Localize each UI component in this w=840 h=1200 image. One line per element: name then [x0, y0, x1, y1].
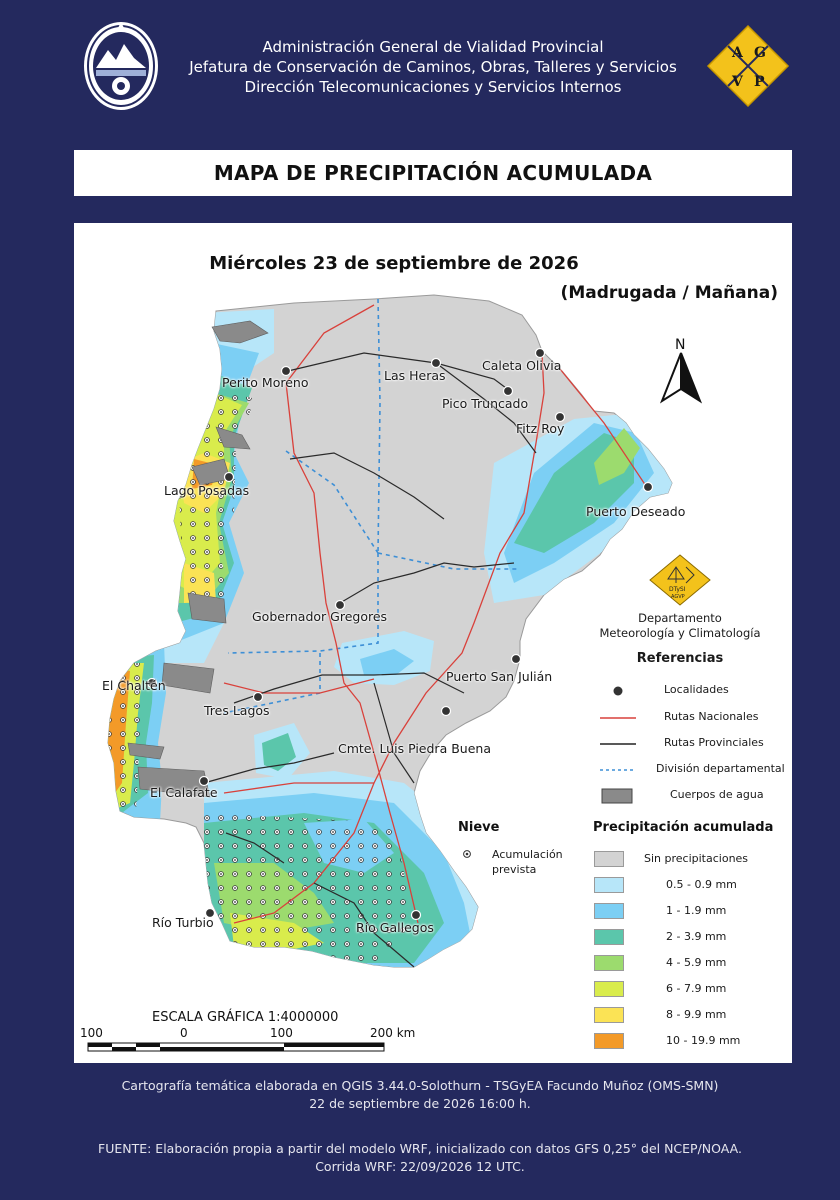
water-body-box-icon — [594, 787, 642, 805]
precipitation-class-3 — [594, 929, 784, 945]
legend-item-cuerpos-de-agua — [594, 787, 794, 805]
agvp-letter-g: G — [754, 45, 766, 61]
department-name-line-1: Departamento — [638, 611, 722, 625]
precipitation-label: 2 - 3.9 mm — [666, 930, 727, 943]
place-label-las-heras: Las Heras — [384, 368, 446, 383]
locality-dot-pico-truncado — [504, 387, 513, 396]
legend-label: Cuerpos de agua — [670, 788, 764, 801]
dtysi-logo — [648, 553, 712, 607]
place-label-rio-turbio: Río Turbio — [152, 915, 214, 930]
credit-footer — [40, 1077, 800, 1113]
precipitation-swatch — [594, 851, 624, 867]
precipitation-label: 6 - 7.9 mm — [666, 982, 727, 995]
precipitation-label: 1 - 1.9 mm — [666, 904, 727, 917]
provincial-seal-icon — [82, 20, 160, 112]
precipitation-label: 8 - 9.9 mm — [666, 1008, 727, 1021]
legend-item-localidades — [594, 682, 794, 700]
department-name-line-2: Meteorología y Climatología — [599, 626, 761, 640]
locality-dot-puerto-deseado — [644, 483, 653, 492]
precipitation-class-4 — [594, 955, 784, 971]
page-title: MAPA DE PRECIPITACIÓN ACUMULADA — [74, 150, 792, 196]
department-division-line-icon — [594, 761, 642, 779]
header-line-1: Administración General de Vialidad Provincial — [262, 38, 604, 56]
north-label: N — [675, 337, 686, 353]
locality-dot-lago-posadas — [225, 473, 234, 482]
credit-line-1: Cartografía temática elaborada en QGIS 3.44.0-Solothurn - TSGyEA Facundo Muñoz (OMS-SMN) — [121, 1078, 719, 1093]
agvp-logo — [706, 24, 790, 108]
legend-item-rutas-provinciales — [594, 735, 794, 753]
scale-tick-label-2: 0 — [180, 1026, 188, 1040]
precipitation-class-0 — [594, 851, 784, 867]
precipitation-swatch — [594, 1033, 624, 1049]
source-line-2: Corrida WRF: 22/09/2026 12 UTC. — [315, 1159, 525, 1174]
source-line-1: FUENTE: Elaboración propia a partir del modelo WRF, inicializado con datos GFS 0,25° del NCEP/NOAA. — [98, 1141, 742, 1156]
place-label-el-chalten: El Chaltén — [102, 678, 166, 693]
agvp-letter-p: P — [754, 74, 765, 90]
place-label-pico-truncado: Pico Truncado — [442, 396, 529, 411]
locality-dot-tres-lagos — [254, 693, 263, 702]
precipitation-class-5 — [594, 981, 784, 997]
place-label-fitz-roy: Fitz Roy — [516, 421, 565, 436]
place-label-tres-lagos: Tres Lagos — [204, 703, 270, 718]
precipitation-swatch — [594, 955, 624, 971]
national-route-line-icon — [594, 709, 642, 727]
locality-dot-caleta-olivia — [536, 349, 545, 358]
credit-line-2: 22 de septiembre de 2026 16:00 h. — [309, 1096, 531, 1111]
scale-title: ESCALA GRÁFICA 1:4000000 — [152, 1010, 339, 1025]
agvp-small-logo-text: AGVP — [671, 594, 685, 600]
precipitation-label: 0.5 - 0.9 mm — [666, 878, 737, 891]
header-lines — [160, 37, 706, 97]
locality-dot-piedra-buena — [442, 707, 451, 716]
legend-label: Rutas Nacionales — [664, 710, 759, 723]
scale-tick-label-3: 100 — [270, 1026, 293, 1040]
place-label-perito-moreno: Perito Moreno — [222, 375, 309, 390]
place-label-gobernador-gregores: Gobernador Gregores — [252, 609, 388, 624]
legend-title: Referencias — [636, 651, 724, 666]
locality-dot-rio-gallegos — [412, 911, 421, 920]
legend-label: Localidades — [664, 683, 729, 696]
legend-item-division-departamental — [594, 761, 794, 779]
place-label-puerto-deseado: Puerto Deseado — [586, 504, 686, 519]
place-label-el-calafate: El Calafate — [150, 785, 218, 800]
header-line-3: Dirección Telecomunicaciones y Servicios Internos — [244, 78, 622, 96]
map-period: (Madrugada / Mañana) — [560, 283, 778, 303]
source-footer — [40, 1140, 800, 1176]
precipitation-label: 4 - 5.9 mm — [666, 956, 727, 969]
precipitation-swatch — [594, 903, 624, 919]
place-label-piedra-buena: Cmte. Luis Piedra Buena — [338, 741, 491, 756]
dtysi-logo-text: DTySI — [669, 586, 686, 593]
header — [0, 0, 840, 140]
precipitation-swatch — [594, 981, 624, 997]
legend-item-rutas-nacionales — [594, 709, 794, 727]
place-label-puerto-san-julian: Puerto San Julián — [446, 669, 553, 684]
precipitation-swatch — [594, 929, 624, 945]
scale-tick-label-1: 100 — [80, 1026, 103, 1040]
legend-label: Rutas Provinciales — [664, 736, 764, 749]
north-arrow-icon — [658, 335, 704, 405]
place-label-lago-posadas: Lago Posadas — [164, 483, 250, 498]
scale-tick-label-4: 200 km — [370, 1026, 416, 1040]
scale-bar — [80, 1025, 416, 1059]
snow-legend-label — [492, 847, 572, 877]
agvp-letter-a: A — [732, 45, 743, 61]
snow-legend-title: Nieve — [458, 820, 500, 835]
map-panel — [74, 223, 792, 1063]
precipitation-label: 10 - 19.9 mm — [666, 1034, 741, 1047]
snow-legend-label-line-1: Acumulación — [492, 848, 563, 861]
locality-dot-las-heras — [432, 359, 441, 368]
place-label-rio-gallegos: Río Gallegos — [356, 920, 434, 935]
locality-dot-icon — [594, 682, 642, 700]
precipitation-swatch — [594, 1007, 624, 1023]
provincial-route-line-icon — [594, 735, 642, 753]
precipitation-label: Sin precipitaciones — [644, 852, 749, 865]
precipitation-class-1 — [594, 877, 784, 893]
map-date-title: Miércoles 23 de septiembre de 2026 — [209, 253, 579, 274]
snow-accumulation-icon — [460, 847, 474, 861]
department-name — [594, 611, 766, 641]
snow-legend-label-line-2: prevista — [492, 863, 537, 876]
header-line-2: Jefatura de Conservación de Caminos, Obras, Talleres y Servicios — [189, 58, 677, 76]
agvp-letter-v: V — [732, 74, 743, 90]
locality-dot-puerto-san-julian — [512, 655, 521, 664]
legend-label: División departamental — [656, 762, 785, 775]
precipitation-class-7 — [594, 1033, 784, 1049]
place-label-caleta-olivia: Caleta Olivia — [482, 358, 562, 373]
precipitation-class-6 — [594, 1007, 784, 1023]
precipitation-swatch — [594, 877, 624, 893]
precipitation-class-2 — [594, 903, 784, 919]
precipitation-legend-title: Precipitación acumulada — [593, 820, 774, 835]
